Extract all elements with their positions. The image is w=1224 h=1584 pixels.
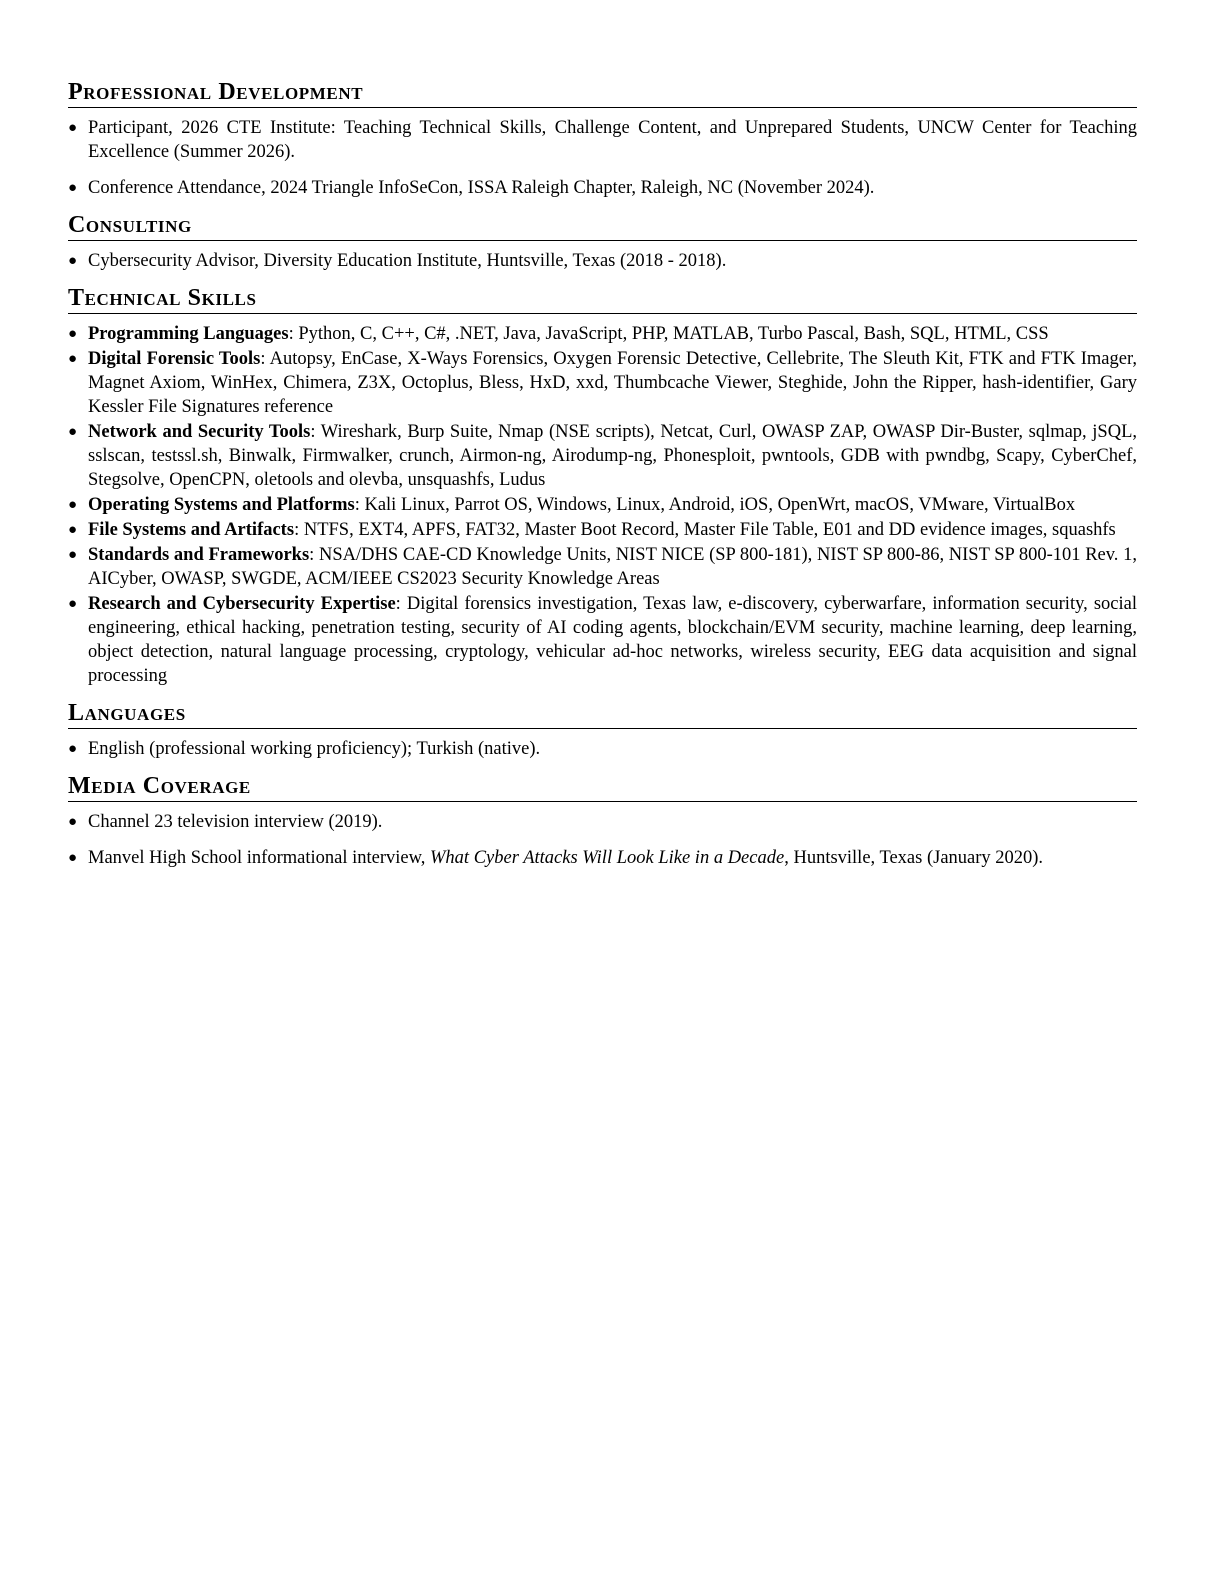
bullet-icon: ● — [68, 326, 78, 342]
skill-text: : NTFS, EXT4, APFS, FAT32, Master Boot Record, Master File Table, E01 and DD evidence images, squashfs — [294, 520, 1116, 540]
skill-label: Digital Forensic Tools — [88, 349, 261, 369]
section-technical-skills — [68, 284, 1137, 688]
skill-item — [68, 322, 1137, 346]
section-title: Professional Development — [68, 78, 1137, 108]
bullet-icon: ● — [68, 814, 78, 830]
section-title: Media Coverage — [68, 772, 1137, 802]
bullet-list — [68, 322, 1137, 688]
bullet-icon: ● — [68, 850, 78, 866]
section-title: Consulting — [68, 211, 1137, 241]
section-consulting — [68, 211, 1137, 273]
skill-text: : Kali Linux, Parrot OS, Windows, Linux, Android, iOS, OpenWrt, macOS, VMware, VirtualBox — [354, 495, 1076, 515]
bullet-list — [68, 116, 1137, 200]
skill-text: : Digital forensics investigation, Texas law, e-discovery, cyberwarfare, information security, social engineering, ethical hacking, penetration testing, security of AI coding agents, blockchain/EVM security, machine learning, deep learning, object detection, natural language processing, cryptology, vehicular ad-hoc networks, wireless security, EEG data acquisition and signal processing — [88, 594, 1137, 686]
skill-item — [68, 518, 1137, 542]
list-item: ● Manvel High School informational interview, What Cyber Attacks Will Look Like in a Decade, Huntsville, Texas (January 2020). — [68, 848, 1044, 868]
skill-item — [68, 592, 1137, 688]
skill-label: Standards and Frameworks — [88, 545, 310, 565]
bullet-icon: ● — [68, 497, 78, 513]
section-professional-development — [68, 78, 1137, 200]
skill-label: Research and Cybersecurity Expertise — [88, 594, 396, 614]
bullet-icon: ● — [68, 596, 78, 612]
skill-label: Programming Languages — [88, 324, 289, 344]
bullet-icon: ● — [68, 522, 78, 538]
list-item: ● Channel 23 television interview (2019). — [68, 812, 383, 832]
bullet-list — [68, 737, 1137, 761]
skill-item — [68, 493, 1137, 517]
bullet-icon: ● — [68, 351, 78, 367]
bullet-icon: ● — [68, 120, 78, 136]
bullet-icon: ● — [68, 180, 78, 196]
skill-item — [68, 543, 1137, 591]
bullet-icon: ● — [68, 424, 78, 440]
bullet-icon: ● — [68, 253, 78, 269]
list-item: ● Cybersecurity Advisor, Diversity Education Institute, Huntsville, Texas (2018 - 2018). — [68, 251, 727, 271]
skill-label: File Systems and Artifacts — [88, 520, 295, 540]
bullet-list — [68, 249, 1137, 273]
section-title: Languages — [68, 699, 1137, 729]
section-languages — [68, 699, 1137, 761]
bullet-icon: ● — [68, 741, 78, 757]
skill-item — [68, 347, 1137, 419]
skill-text: : Autopsy, EnCase, X-Ways Forensics, Oxygen Forensic Detective, Cellebrite, The Sleuth Kit, FTK and FTK Imager, Magnet Axiom, WinHex, Chimera, Z3X, Octoplus, Bless, HxD, xxd, Thumbcache Viewer, Steghide, John the Ripper, hash-identifier, Gary Kessler File Signatures reference — [88, 349, 1137, 417]
skill-label: Operating Systems and Platforms — [88, 495, 355, 515]
list-item: ● English (professional working proficiency); Turkish (native). — [68, 739, 541, 759]
bullet-icon: ● — [68, 547, 78, 563]
skill-text: : Python, C, C++, C#, .NET, Java, JavaScript, PHP, MATLAB, Turbo Pascal, Bash, SQL, HTML, CSS — [288, 324, 1049, 344]
skill-label: Network and Security Tools — [88, 422, 311, 442]
section-media-coverage — [68, 772, 1137, 870]
list-item: ● Participant, 2026 CTE Institute: Teaching Technical Skills, Challenge Content, and Unprepared Students, UNCW Center for Teaching Excellence (Summer 2026). — [68, 118, 1137, 162]
bullet-list — [68, 810, 1137, 870]
skill-item — [68, 420, 1137, 492]
section-title: Technical Skills — [68, 284, 1137, 314]
interview-title: What Cyber Attacks Will Look Like in a Decade — [430, 848, 785, 868]
resume-page — [68, 78, 1137, 881]
list-item: ● Conference Attendance, 2024 Triangle InfoSeCon, ISSA Raleigh Chapter, Raleigh, NC (November 2024). — [68, 178, 875, 198]
skill-text: : NSA/DHS CAE-CD Knowledge Units, NIST NICE (SP 800-181), NIST SP 800-86, NIST SP 800-101 Rev. 1, AICyber, OWASP, SWGDE, ACM/IEEE CS2023 Security Knowledge Areas — [88, 545, 1137, 589]
skill-text: : Wireshark, Burp Suite, Nmap (NSE scripts), Netcat, Curl, OWASP ZAP, OWASP Dir-Buster, sqlmap, jSQL, sslscan, testssl.sh, Binwalk, Firmwalker, crunch, Airmon-ng, Airodump-ng, Phonesploit, pwntools, GDB with pwndbg, Scapy, CyberChef, Stegsolve, OpenCPN, oletools and olevba, unsquashfs, Ludus — [88, 422, 1137, 490]
